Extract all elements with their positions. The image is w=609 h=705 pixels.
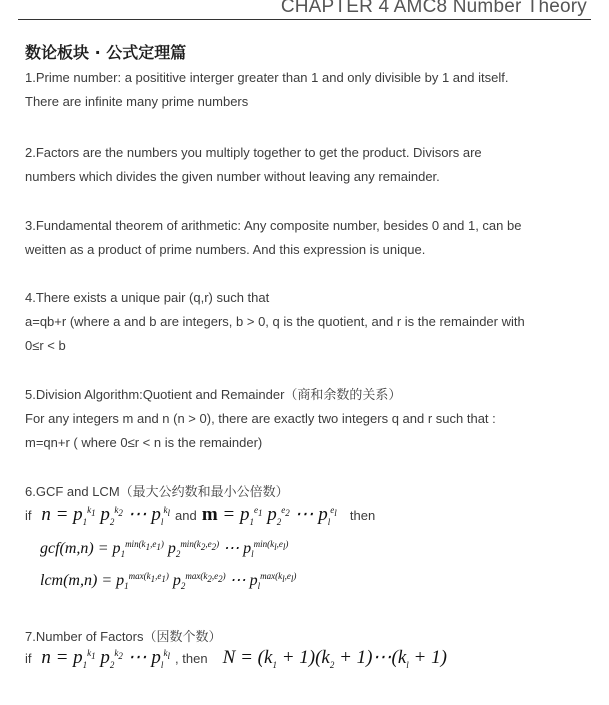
item-4	[25, 286, 585, 358]
item-2-line-1: 2.Factors are the numbers you multiply together to get the product. Divisors are	[25, 145, 482, 160]
then-label-2: , then	[175, 651, 208, 666]
item-5-line-2: For any integers m and n (n > 0), there are exactly two integers q and r such that :	[25, 411, 496, 426]
header-divider	[18, 19, 591, 20]
item-6-line-1: 6.GCF and LCM（最大公约数和最小公倍数）	[25, 484, 289, 499]
item-7-line-1: 7.Number of Factors（因数个数）	[25, 629, 222, 644]
if-label-2: if	[25, 651, 32, 666]
lcm-formula: $lcm(m,n) = p_1^{max(k_1,e_1)}$ $p_2^{max(k_2,e_2)}$ ⋯ $p_l^{max(k_l,e_l)}$	[40, 570, 297, 592]
chapter-title: CHAPTER 4 AMC8 Number Theory	[280, 0, 587, 17]
item-1-line-1: 1.Prime number: a posititive interger greater than 1 and only divisible by 1 and itself.	[25, 70, 509, 85]
item-5-line-3: m=qn+r ( where 0≤r < n is the remainder)	[25, 435, 263, 450]
item-4-line-3: 0≤r < b	[25, 338, 66, 353]
item-3-line-2: weitten as a product of prime numbers. And this expression is unique.	[25, 242, 426, 257]
then-label: then	[349, 508, 376, 523]
item-2-line-2: numbers which divides the given number without leaving any remainder.	[25, 169, 440, 184]
gcf-formula: $gcf(m,n) = p_1^{min(k_1,e_1)}$ $p_2^{min(k_2,e_2)}$ ⋯ $p_l^{min(k_l,e_l)}$	[40, 538, 289, 560]
n-factorization: $n = p_1^{k_1}$ $p_2^{k_2}$ ⋯ $p_l^{k_l}$	[36, 504, 170, 527]
formula-n-and-m	[25, 503, 375, 527]
and-label: and	[175, 508, 197, 523]
item-5-line-1: 5.Division Algorithm:Quotient and Remainder（商和余数的关系）	[25, 387, 402, 402]
factor-count-formula: $N = (k_1 + 1)(k_2$ + $1)\cdots(k_l + 1)$	[222, 647, 447, 670]
item-1-line-2: There are infinite many prime numbers	[25, 94, 249, 109]
m-factorization: $m = p_1^{e_1}$ $p_2^{e_2}$ ⋯ $p_l^{e_l}$	[201, 504, 337, 527]
item-4-line-2: a=qb+r (where a and b are integers, b > 0, q is the quotient, and r is the remainder with	[25, 314, 525, 329]
n-factorization-2: $n = p_1^{k_1}$ $p_2^{k_2}$ ⋯ $p_l^{k_l}$	[36, 647, 170, 670]
formula-number-of-factors	[25, 646, 447, 670]
item-2	[25, 141, 585, 189]
item-5	[25, 383, 585, 455]
item-3-line-1: 3.Fundamental theorem of arithmetic: Any composite number, besides 0 and 1, can be	[25, 218, 522, 233]
item-3	[25, 214, 585, 262]
section-title: 数论板块 · 公式定理篇	[25, 43, 187, 62]
item-1	[25, 66, 585, 114]
if-label: if	[25, 508, 32, 523]
item-4-line-1: 4.There exists a unique pair (q,r) such that	[25, 290, 270, 305]
item-6	[25, 480, 585, 504]
